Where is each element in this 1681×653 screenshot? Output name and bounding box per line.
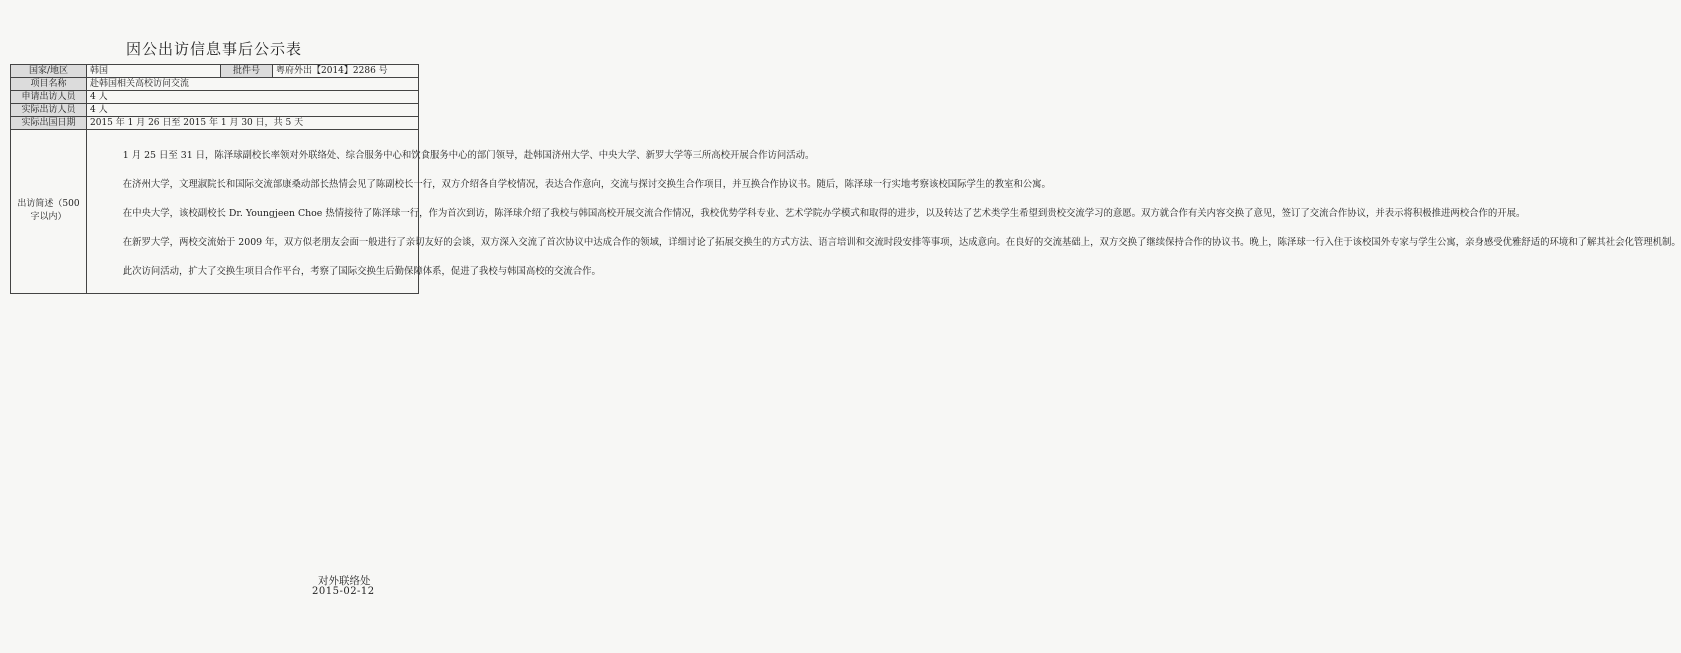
page-title: 因公出访信息事后公示表: [125, 40, 302, 58]
actual-value: 4 人: [87, 104, 419, 117]
summary-text: [90, 130, 1681, 279]
date-row: [11, 117, 419, 130]
summary-paragraph: 在新罗大学，两校交流始于 2009 年，双方似老朋友会面一般进行了亲切友好的会谈，双方深入交流了首次协议中达成合作的领域，详细讨论了拓展交换生的方式方法、语言培训和交流时段安排等事项，达成意向。在良好的交流基础上，双方交换了继续保持合作的协议书。晚上，陈泽球一行入住于该校国外专家与学生公寓，亲身感受优雅舒适的环境和了解其社会化管理机制。: [122, 236, 1681, 248]
project-label: 项目名称: [11, 78, 87, 91]
summary-paragraph: 1 月 25 日至 31 日，陈泽球副校长率领对外联络处、综合服务中心和饮食服务中心的部门领导，赴韩国济州大学、中央大学、新罗大学等三所高校开展合作访问活动。: [122, 150, 815, 161]
project-row: [11, 78, 419, 91]
country-value: 韩国: [87, 65, 221, 78]
summary-paragraph: 在中央大学，该校副校长 Dr. Youngjeen Choe 热情接待了陈泽球一行，作为首次到访，陈泽球介绍了我校与韩国高校开展交流合作情况，我校优势学科专业、艺术学院办学模式和取得的进步，以及转达了艺术类学生希望到贵校交流学习的意愿。双方就合作有关内容交换了意见，签订了交流合作协议，并表示将积极推进两校合作的开展。: [122, 207, 1526, 219]
actual-row: [11, 104, 419, 117]
signature-date: 2015-02-12: [312, 586, 375, 597]
approval-value: 粤府外出【2014】2286 号: [273, 65, 419, 78]
project-value: 赴韩国相关高校访问交流: [87, 78, 419, 91]
summary-row: [11, 130, 419, 294]
applied-row: [11, 91, 419, 104]
summary-paragraph: 此次访问活动，扩大了交换生项目合作平台，考察了国际交换生后勤保障体系，促进了我校与韩国高校的交流合作。: [122, 265, 601, 277]
signature: 对外联络处: [318, 575, 371, 587]
summary-paragraph: 在济州大学，文理淑院长和国际交流部康桑动部长热情会见了陈副校长一行，双方介绍各自学校情况，表达合作意向，交流与探讨交换生合作项目，并互换合作协议书。随后，陈泽球一行实地考察该校国际学生的教室和公寓。: [122, 178, 1051, 190]
date-label: 实际出国日期: [11, 117, 87, 130]
country-label: 国家/地区: [11, 65, 87, 78]
date-value: 2015 年 1 月 26 日至 2015 年 1 月 30 日，共 5 天: [87, 117, 419, 130]
applied-value: 4 人: [87, 91, 419, 104]
actual-label: 实际出访人员: [11, 104, 87, 117]
country-row: [11, 65, 419, 78]
summary-cell: [87, 130, 1681, 294]
summary-label: 出访简述（500 字以内）: [11, 130, 87, 294]
approval-label: 批件号: [221, 65, 273, 78]
disclosure-table: [10, 64, 1681, 294]
applied-label: 申请出访人员: [11, 91, 87, 104]
